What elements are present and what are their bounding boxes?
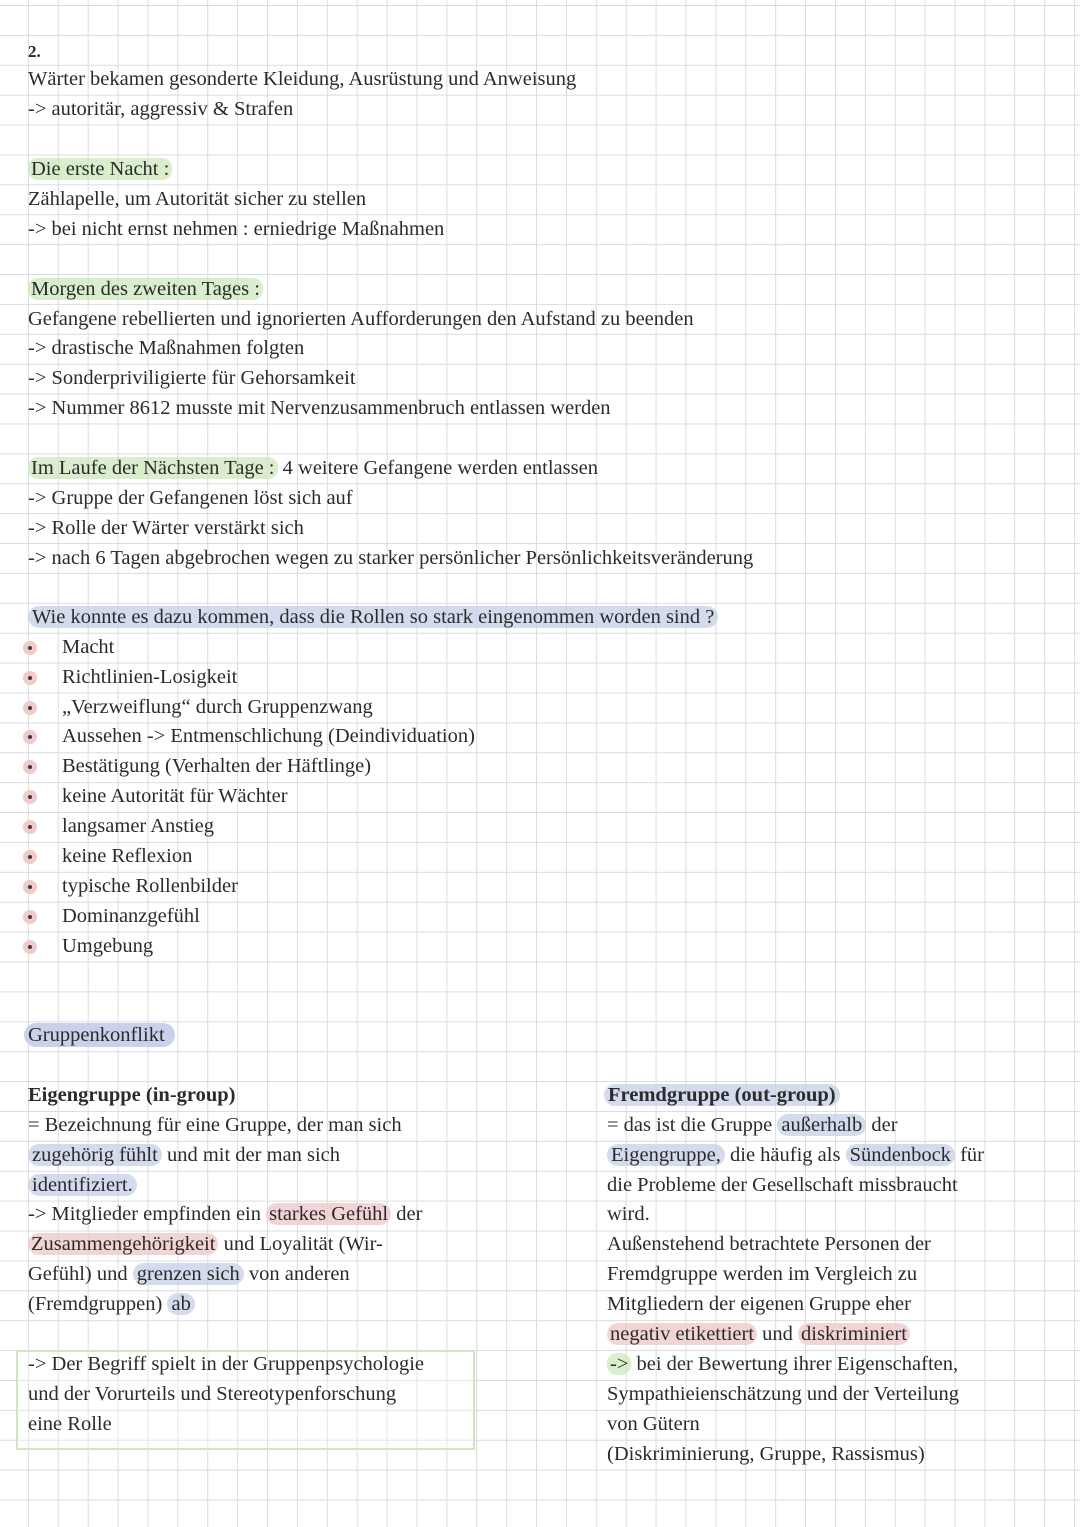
text: für [954, 1144, 984, 1166]
text-line: Sympathieienschätzung und der Verteilung [607, 1383, 960, 1405]
text-line: Wärter bekamen gesonderte Kleidung, Ausrüstung und Anweisung [28, 68, 577, 90]
outgroup-title [604, 1081, 840, 1109]
text-line [28, 1141, 340, 1169]
text: die häufig als [724, 1144, 846, 1166]
highlight: Wie konnte es dazu kommen, dass die Rollen so stark eingenommen worden sind ? [28, 606, 718, 628]
question-heading [28, 603, 718, 631]
highlight: grenzen sich [133, 1263, 244, 1285]
bullet-icon [23, 641, 37, 655]
bullet-icon [23, 910, 37, 924]
text-line: wird. [607, 1203, 650, 1225]
bullet-icon [23, 790, 37, 804]
text-line: -> autoritär, aggressiv & Strafen [28, 98, 294, 120]
text: und Loyalität (Wir- [218, 1233, 383, 1255]
text-line [28, 1260, 350, 1288]
highlight: zugehörig fühlt [28, 1144, 162, 1166]
text-line: Mitgliedern der eigenen Gruppe eher [607, 1293, 911, 1315]
list-item: Richtlinien-Losigkeit [62, 666, 238, 688]
text: und [757, 1323, 799, 1345]
text-line: -> nach 6 Tagen abgebrochen wegen zu starker persönlicher Persönlichkeitsveränderung [28, 547, 754, 569]
text: (Fremdgruppen) [28, 1293, 168, 1315]
highlight: Morgen des zweiten Tages : [28, 278, 263, 300]
text-line: = Bezeichnung für eine Gruppe, der man sich [28, 1114, 402, 1136]
heading-group-conflict [24, 1021, 175, 1049]
text-line [28, 1230, 383, 1258]
text: bei der Bewertung ihrer Eigenschaften, [631, 1353, 959, 1375]
highlight: Gruppenkonflikt [24, 1023, 175, 1047]
highlight: negativ etikettiert [607, 1323, 757, 1345]
bullet-icon [23, 940, 37, 954]
text: Gefühl) und [28, 1263, 133, 1285]
list-item: langsamer Anstieg [62, 815, 215, 837]
text-line [28, 1200, 422, 1228]
highlight: außerhalb [777, 1114, 866, 1136]
text-line: -> Rolle der Wärter verstärkt sich [28, 517, 304, 539]
highlight: Die erste Nacht : [28, 158, 172, 180]
highlight: Sündenbock [846, 1144, 955, 1166]
note-line: -> Der Begriff spielt in der Gruppenpsychologie [28, 1353, 425, 1375]
list-item: Macht [62, 636, 115, 658]
list-item: keine Reflexion [62, 845, 193, 867]
highlight: ab [167, 1293, 194, 1315]
highlight: -> [607, 1353, 631, 1375]
text-line [607, 1141, 984, 1169]
highlight: identifiziert. [28, 1174, 137, 1196]
text: der [866, 1114, 898, 1136]
text-line [28, 1290, 195, 1318]
list-item: typische Rollenbilder [62, 875, 238, 897]
list-item: Dominanzgefühl [62, 905, 200, 927]
bullet-icon [23, 880, 37, 894]
note-line: und der Vorurteils und Stereotypenforschung [28, 1383, 397, 1405]
highlight: diskriminiert [798, 1323, 910, 1345]
text-line: -> Sonderpriviligierte für Gehorsamkeit [28, 367, 356, 389]
text: der [391, 1203, 423, 1225]
list-item: keine Autorität für Wächter [62, 785, 288, 807]
bullet-icon [23, 730, 37, 744]
highlight: Eigengruppe, [607, 1144, 725, 1166]
highlight: Zusammengehörigkeit [28, 1233, 218, 1255]
text-line: Gefangene rebellierten und ignorierten Aufforderungen den Aufstand zu beenden [28, 308, 694, 330]
ingroup-title: Eigengruppe (in-group) [28, 1084, 236, 1106]
bullet-icon [23, 701, 37, 715]
text-line: Fremdgruppe werden im Vergleich zu [607, 1263, 918, 1285]
text-line: Zählapelle, um Autorität sicher zu stellen [28, 188, 367, 210]
text-line [607, 1111, 898, 1139]
heading-first-night [28, 155, 172, 183]
text: von anderen [243, 1263, 350, 1285]
heading-next-days [28, 454, 598, 482]
text-line: die Probleme der Gesellschaft missbraucht [607, 1174, 958, 1196]
list-item: Bestätigung (Verhalten der Häftlinge) [62, 755, 372, 777]
text-line [607, 1320, 910, 1348]
highlight: Im Laufe der Nächsten Tage : [28, 457, 278, 479]
text-line: -> Nummer 8612 musste mit Nervenzusammenbruch entlassen werden [28, 397, 611, 419]
text-line [607, 1350, 958, 1378]
highlight: starkes Gefühl [266, 1203, 391, 1225]
text-line: Außenstehend betrachtete Personen der [607, 1233, 931, 1255]
text-line: -> Gruppe der Gefangenen löst sich auf [28, 487, 353, 509]
bullet-icon [23, 820, 37, 834]
text-line [28, 1171, 137, 1199]
text-line: -> drastische Maßnahmen folgten [28, 337, 305, 359]
text: = das ist die Gruppe [607, 1114, 778, 1136]
section-number: 2. [28, 42, 41, 61]
list-item: „Verzweiflung“ durch Gruppenzwang [62, 696, 373, 718]
bullet-icon [23, 671, 37, 685]
text: -> Mitglieder empfinden ein [28, 1203, 267, 1225]
text-line: (Diskriminierung, Gruppe, Rassismus) [607, 1443, 925, 1465]
text-line: -> bei nicht ernst nehmen : erniedrige Maßnahmen [28, 218, 445, 240]
list-item: Aussehen -> Entmenschlichung (Deindividuation) [62, 725, 475, 747]
text: 4 weitere Gefangene werden entlassen [277, 457, 598, 479]
highlight: Fremdgruppe (out-group) [604, 1084, 840, 1106]
text: und mit der man sich [161, 1144, 341, 1166]
note-line: eine Rolle [28, 1413, 112, 1435]
bullet-icon [23, 850, 37, 864]
bullet-icon [23, 760, 37, 774]
list-item: Umgebung [62, 935, 154, 957]
heading-second-morning [28, 275, 263, 303]
text-line: von Gütern [607, 1413, 700, 1435]
